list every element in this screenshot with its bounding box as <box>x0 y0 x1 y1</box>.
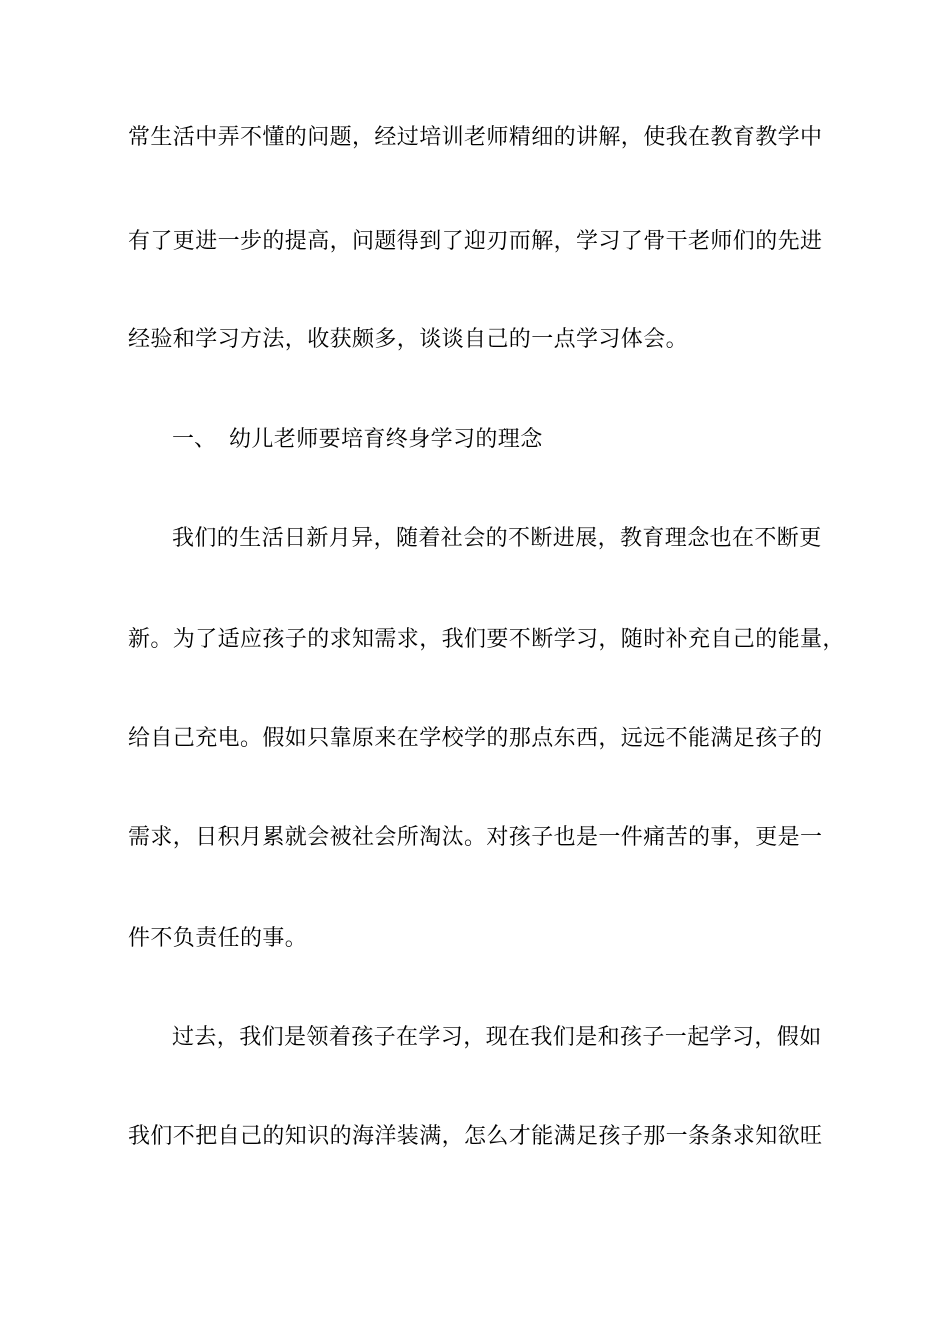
paragraph-line: 经验和学习方法，收获颇多，谈谈自己的一点学习体会。 <box>128 327 689 352</box>
paragraph-line: 常生活中弄不懂的问题，经过培训老师精细的讲解，使我在教育教学中 <box>128 125 823 150</box>
paragraph-line: 给自己充电。假如只靠原来在学校学的那点东西，远远不能满足孩子的 <box>128 726 823 751</box>
paragraph-line: 过去，我们是领着孩子在学习，现在我们是和孩子一起学习，假如 <box>172 1025 822 1050</box>
paragraph-line: 件不负责任的事。 <box>128 926 308 951</box>
paragraph-line: 有了更进一步的提高，问题得到了迎刃而解，学习了骨干老师们的先进 <box>128 229 823 254</box>
paragraph-line: 需求，日积月累就会被社会所淘汰。对孩子也是一件痛苦的事，更是一 <box>128 825 823 850</box>
paragraph-line: 我们不把自己的知识的海洋装满，怎么才能满足孩子那一条条求知欲旺 <box>128 1124 823 1149</box>
paragraph-line: 我们的生活日新月异，随着社会的不断进展，教育理念也在不断更 <box>172 526 822 551</box>
paragraph-line: 新。为了适应孩子的求知需求，我们要不断学习，随时补充自己的能量， <box>128 627 845 652</box>
section-heading-title: 幼儿老师要培育终身学习的理念 <box>229 427 543 452</box>
section-heading-number: 一、 <box>172 427 217 452</box>
